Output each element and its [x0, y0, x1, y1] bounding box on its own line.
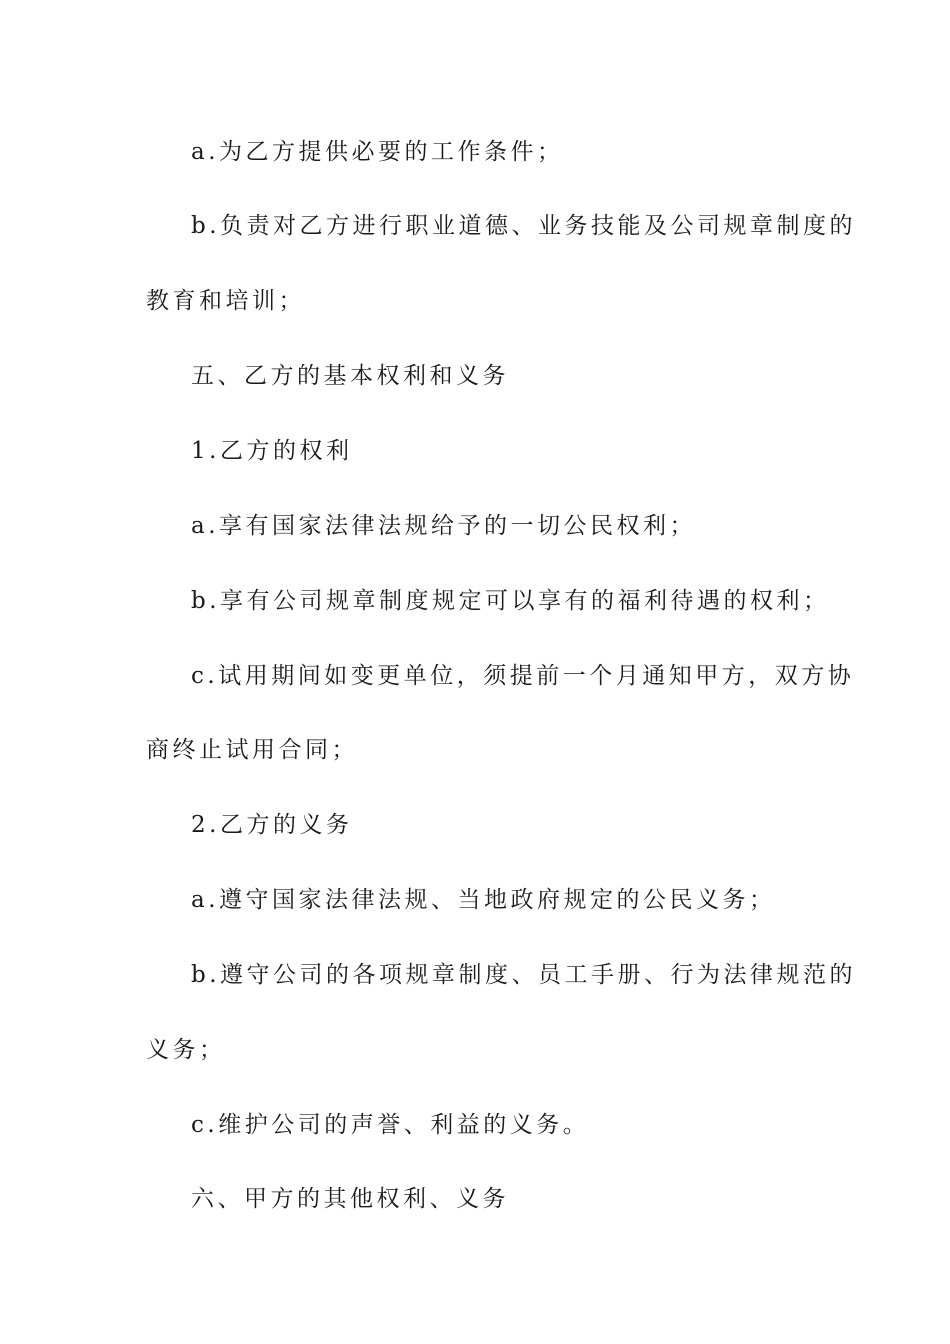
- subsection-heading: 2.乙方的义务: [191, 812, 353, 838]
- section-heading: 五、乙方的基本权利和义务: [191, 363, 509, 389]
- paragraph-line: 商终止试用合同；: [146, 737, 358, 763]
- subsection-heading: 1.乙方的权利: [191, 438, 353, 464]
- paragraph-line: b.享有公司规章制度规定可以享有的福利待遇的权利；: [191, 588, 830, 614]
- paragraph-line: a.享有国家法律法规给予的一切公民权利；: [191, 513, 697, 539]
- paragraph-line: a.为乙方提供必要的工作条件；: [191, 139, 564, 165]
- paragraph-line: c.试用期间如变更单位，须提前一个月通知甲方，双方协: [191, 663, 855, 689]
- paragraph-line: 义务；: [146, 1037, 226, 1063]
- paragraph-line: b.遵守公司的各项规章制度、员工手册、行为法律规范的: [191, 962, 857, 988]
- paragraph-line: a.遵守国家法律法规、当地政府规定的公民义务；: [191, 887, 776, 913]
- paragraph-line: c.维护公司的声誉、利益的义务。: [191, 1112, 590, 1138]
- paragraph-line: b.负责对乙方进行职业道德、业务技能及公司规章制度的: [191, 213, 857, 239]
- paragraph-line: 教育和培训；: [146, 288, 305, 314]
- section-heading: 六、甲方的其他权利、义务: [191, 1186, 509, 1212]
